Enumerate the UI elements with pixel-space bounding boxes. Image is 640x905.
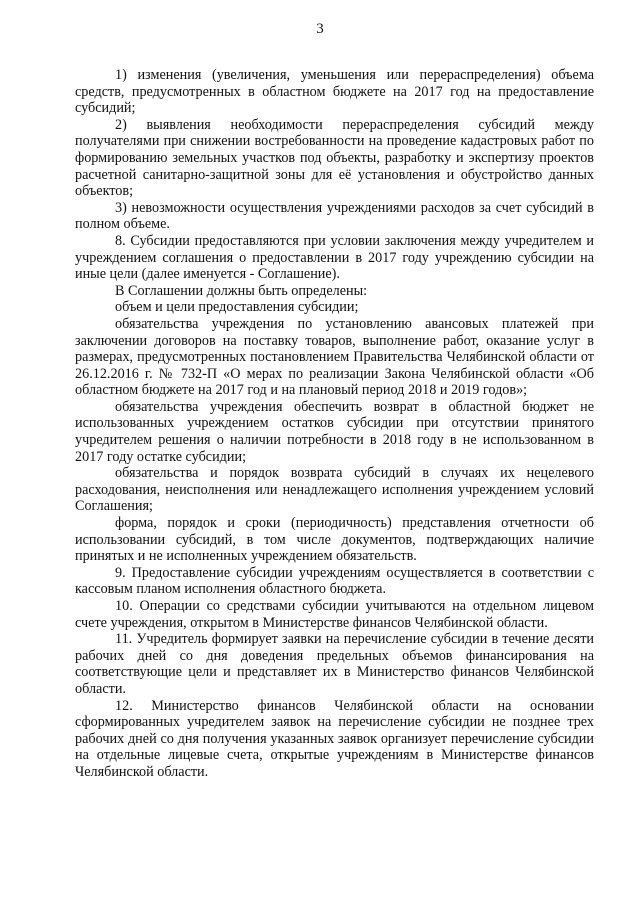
paragraph-14: 12. Министерство финансов Челябинской области на основании сформированных учредителем заявок на перечисление субсидии не позднее трех рабочих дней со дня получения указанных заявок организует перечисление субсидии на отдельные лицевые счета, открытые учреждениям в Министерстве финансов Челябинской области. <box>75 697 594 780</box>
paragraph-3: 3) невозможности осуществления учреждениями расходов за счет субсидий в полном объеме. <box>75 199 594 233</box>
paragraph-11: 9. Предоставление субсидии учреждениям осуществляется в соответствии с кассовым планом исполнения областного бюджета. <box>75 564 594 598</box>
paragraph-8: обязательства учреждения обеспечить возврат в областной бюджет не использованных учреждением остатков субсидии при отсутствии принятого учредителем решения о наличии потребности в 2018 году в не использованном в 2017 году остатке субсидии; <box>75 398 594 465</box>
paragraph-7: обязательства учреждения по установлению авансовых платежей при заключении договоров на поставку товаров, выполнение работ, оказание услуг в размерах, предусмотренных постановлением Правительства Челябинской области от 26.12.2016 г. № 732-П «О мерах по реализации Закона Челябинской области «Об областном бюджете на 2017 год и на плановый период 2018 и 2019 годов»; <box>75 315 594 399</box>
paragraph-12: 10. Операции со средствами субсидии учитываются на отдельном лицевом счете учреждения, открытом в Министерстве финансов Челябинской области. <box>75 598 594 631</box>
paragraph-2: 2) выявления необходимости перераспределения субсидий между получателями при снижении востребованности на проведение кадастровых работ по формированию земельных участков под объекты, разработку и экспертизу проектов расчетной санитарно-защитной зоны для её установления и обустройство данных объектов; <box>75 116 594 200</box>
paragraph-4: 8. Субсидии предоставляются при условии заключения между учредителем и учреждением соглашения о предоставлении в 2017 году учреждению субсидии на иные цели (далее именуется - Соглашение). <box>75 232 594 283</box>
paragraph-5: В Соглашении должны быть определены: <box>115 282 368 299</box>
document-body <box>75 67 594 781</box>
paragraph-9: обязательства и порядок возврата субсидий в случаях их нецелевого расходования, неисполнения или ненадлежащего исполнения учреждением условий Соглашения; <box>75 465 594 515</box>
paragraph-1: 1) изменения (увеличения, уменьшения или перераспределения) объема средств, предусмотренных в областном бюджете на 2017 год на предоставление субсидий; <box>75 67 594 117</box>
page-number: 3 <box>316 21 324 37</box>
paragraph-6: объем и цели предоставления субсидии; <box>115 299 359 316</box>
paragraph-10: форма, порядок и сроки (периодичность) представления отчетности об использовании субсидий, в том числе документов, подтверждающих наличие принятых и не исполненных учреждением обязательств. <box>75 515 594 565</box>
paragraph-13: 11. Учредитель формирует заявки на перечисление субсидии в течение десяти рабочих дней со дня доведения предельных объемов финансирования на соответствующие цели и представляет их в Министерство финансов Челябинской области. <box>75 631 594 697</box>
